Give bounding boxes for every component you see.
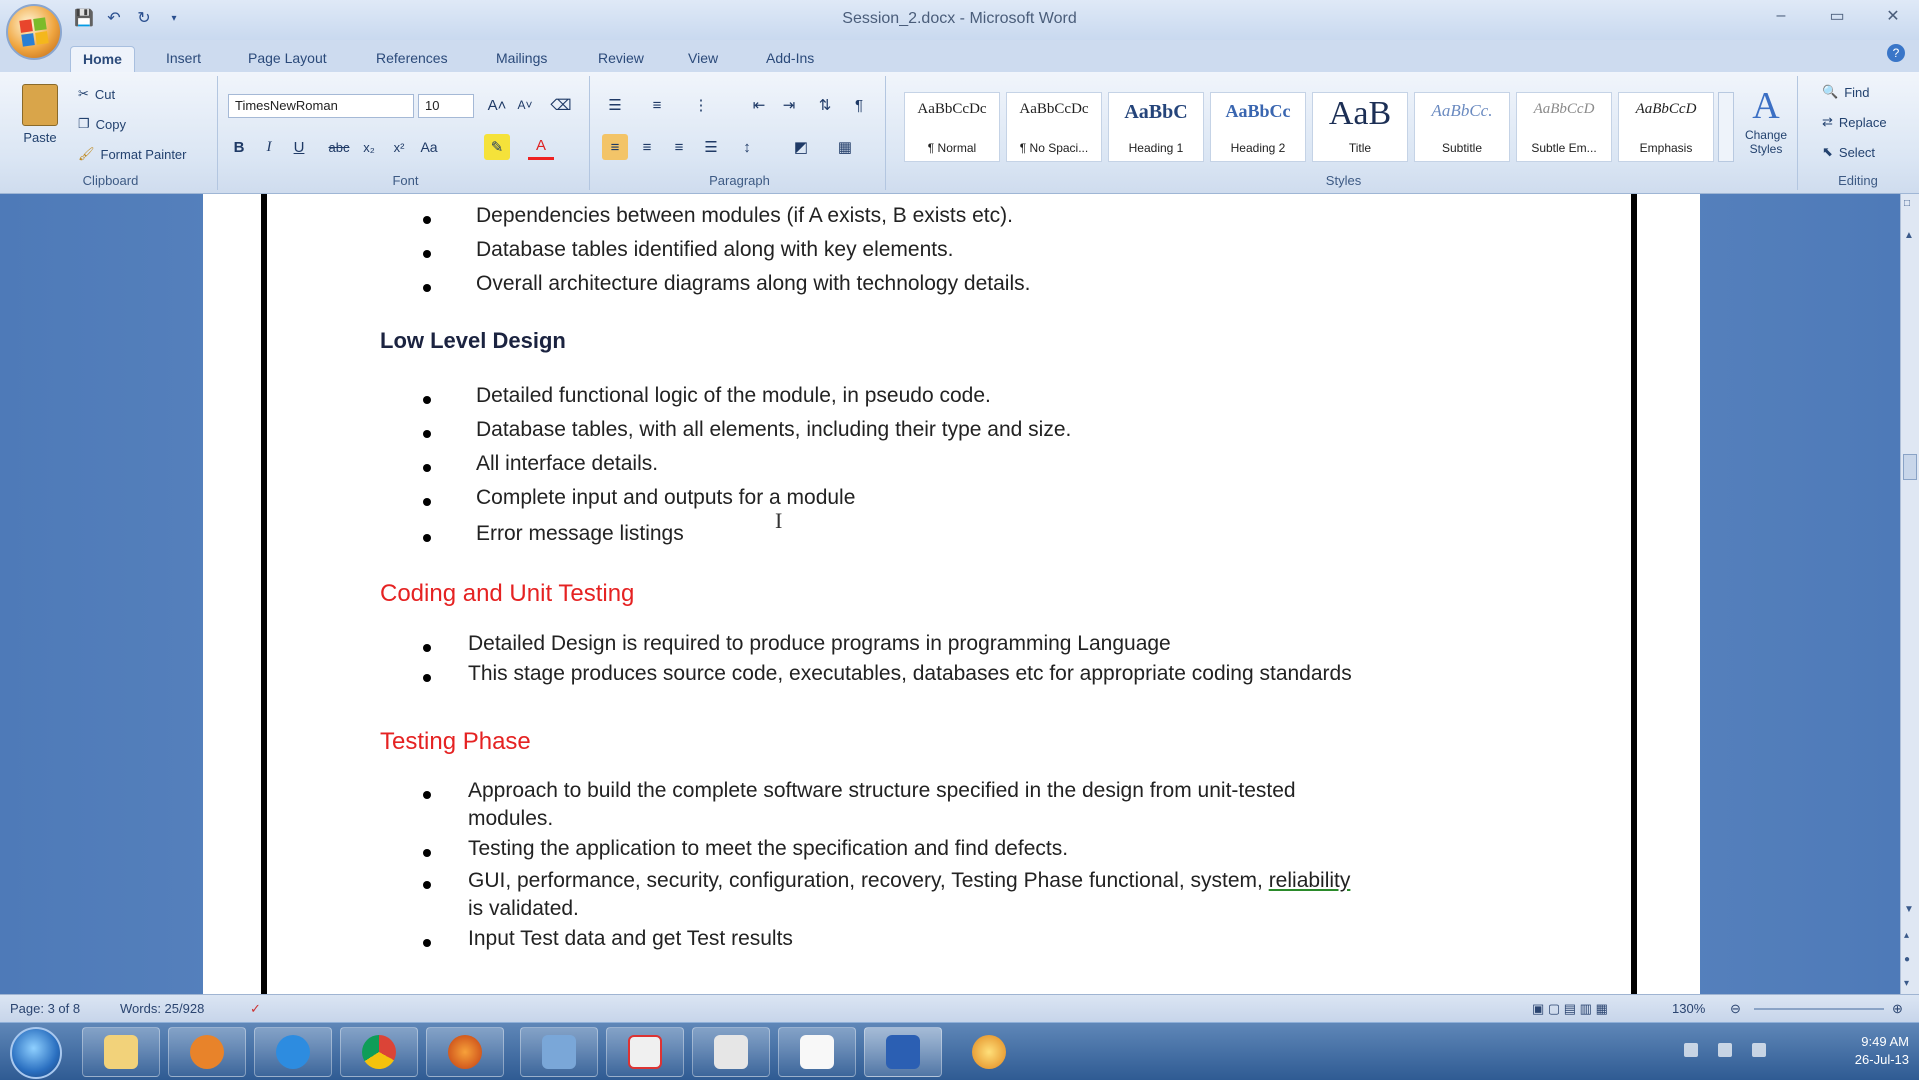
style-subtitle[interactable] [1414, 92, 1510, 162]
bullet [423, 534, 431, 542]
style-emphasis[interactable] [1618, 92, 1714, 162]
align-center-icon[interactable]: ≡ [642, 138, 652, 156]
bullet [423, 849, 431, 857]
pencil-icon [714, 1035, 748, 1069]
change-case-icon[interactable]: Aa [420, 139, 438, 155]
style-sample: AaBbCcD [1635, 101, 1697, 117]
list-item: Detailed functional logic of the module, in pseudo code. [476, 384, 991, 407]
undo-icon[interactable]: ↶ [107, 10, 121, 27]
shading-icon[interactable]: ◩ [793, 139, 809, 156]
style-sample: AaBbCc. [1431, 101, 1493, 120]
editing-group-label: Editing [1838, 173, 1878, 188]
taskbar [0, 1022, 1919, 1080]
select-label: Select [1838, 144, 1876, 160]
heading-coding-unit-testing: Coding and Unit Testing [380, 580, 635, 607]
internet-explorer-icon [276, 1035, 310, 1069]
list-item: Testing the application to meet the specification and find defects. [468, 837, 1069, 860]
taskbar-remote-desktop[interactable] [520, 1027, 598, 1077]
styles-group [890, 76, 1798, 190]
taskbar-app[interactable] [950, 1027, 1028, 1077]
scissors-icon: ✂ [78, 86, 89, 101]
copy-button[interactable] [78, 116, 126, 132]
clipboard-icon [22, 84, 58, 126]
multilevel-list-icon[interactable]: ⋮ [693, 97, 709, 114]
tray-volume-icon[interactable] [1752, 1043, 1766, 1057]
list-item-text: GUI, performance, security, configuration, recovery, Testing Phase functional, system, [468, 869, 1269, 892]
style-heading-1[interactable] [1108, 92, 1204, 162]
style-title[interactable] [1312, 92, 1408, 162]
firefox-icon [448, 1035, 482, 1069]
show-hide-icon[interactable]: ¶ [854, 96, 864, 114]
flower-app-icon [972, 1035, 1006, 1069]
tab-mailings[interactable]: Mailings [496, 50, 548, 66]
list-item [468, 869, 1350, 893]
bullet [423, 498, 431, 506]
style-name: ¶ Normal [927, 141, 977, 155]
document-page[interactable] [203, 194, 1700, 1008]
vertical-scrollbar[interactable] [1900, 194, 1919, 1008]
tab-insert[interactable]: Insert [166, 50, 202, 66]
list-item: Complete input and outputs for a module [476, 486, 856, 509]
redo-icon[interactable]: ↻ [137, 10, 151, 27]
style-name: Heading 2 [1230, 141, 1286, 155]
style-no-spacing[interactable] [1006, 92, 1102, 162]
window-controls [1765, 4, 1909, 28]
cut-label: Cut [94, 86, 116, 102]
align-right-icon[interactable]: ≡ [674, 138, 684, 156]
clear-formatting-icon[interactable]: ⌫ [550, 97, 572, 114]
maximize-button[interactable]: ▭ [1829, 8, 1845, 25]
taskbar-firefox[interactable] [426, 1027, 504, 1077]
page-indicator[interactable]: Page: 3 of 8 [10, 1001, 81, 1016]
highlight-icon[interactable]: ✎ [484, 134, 510, 160]
title-bar [0, 0, 1919, 40]
strikethrough-icon[interactable]: abc [328, 139, 350, 155]
taskbar-word[interactable] [864, 1027, 942, 1077]
ruler-toggle-icon[interactable]: □ [1904, 198, 1911, 209]
grammar-flagged-word[interactable]: reliability [1268, 869, 1351, 892]
style-heading-2[interactable] [1210, 92, 1306, 162]
copy-icon: ❐ [78, 116, 90, 131]
customize-qat-icon[interactable]: ▾ [171, 12, 177, 24]
zoom-level[interactable]: 130% [1672, 1001, 1706, 1016]
taskbar-paint[interactable] [692, 1027, 770, 1077]
office-logo-icon [19, 17, 48, 46]
bullet [423, 250, 431, 258]
select-icon: ⬉ [1822, 144, 1833, 159]
bullet [423, 396, 431, 404]
next-page-icon[interactable]: ▾ [1904, 978, 1910, 989]
view-buttons[interactable]: ▣ ▢ ▤ ▥ ▦ [1532, 1001, 1608, 1016]
style-name: Title [1348, 141, 1372, 155]
sort-icon[interactable]: ⇅ [818, 97, 832, 114]
close-button[interactable]: ✕ [1886, 8, 1900, 25]
paragraph-group-label: Paragraph [709, 173, 770, 188]
select-button[interactable] [1822, 144, 1875, 160]
acrobat-icon [628, 1035, 662, 1069]
bullet [423, 644, 431, 652]
styles-group-label: Styles [1325, 173, 1362, 188]
style-sample: AaBbCcDc [1019, 101, 1089, 117]
bullet [423, 939, 431, 947]
font-color-icon[interactable]: A [528, 134, 554, 160]
bullet [423, 216, 431, 224]
clock-time: 9:49 AM [1861, 1034, 1909, 1049]
font-group [222, 76, 590, 190]
font-name-combo[interactable]: TimesNewRoman [228, 94, 414, 118]
paste-label: Paste [23, 130, 57, 145]
remote-desktop-icon [542, 1035, 576, 1069]
align-left-icon[interactable]: ≡ [602, 134, 628, 160]
tab-view[interactable]: View [688, 50, 719, 66]
list-item: Error message listings [476, 522, 684, 545]
page-border-right [1631, 194, 1637, 1008]
list-item: Overall architecture diagrams along with technology details. [476, 272, 1031, 295]
folder-icon [104, 1035, 138, 1069]
tab-references[interactable]: References [376, 50, 448, 66]
notepad-icon [800, 1035, 834, 1069]
cut-button[interactable] [78, 86, 115, 102]
font-size-combo[interactable]: 10 [418, 94, 474, 118]
style-sample: AaBbCcDc [917, 101, 987, 117]
style-name: Heading 1 [1128, 141, 1184, 155]
tray-flag-icon[interactable] [1718, 1043, 1732, 1057]
find-label: Find [1844, 84, 1870, 100]
text-cursor-icon: I [775, 508, 783, 533]
copy-label: Copy [95, 116, 127, 132]
ribbon-tabs [0, 40, 1919, 72]
list-item-continuation: modules. [468, 807, 554, 830]
taskbar-chrome[interactable] [340, 1027, 418, 1077]
increase-indent-icon[interactable]: ⇥ [782, 97, 796, 114]
word-icon [886, 1035, 920, 1069]
paste-button[interactable] [18, 84, 62, 154]
list-item: Database tables, with all elements, including their type and size. [476, 418, 1072, 441]
underline-icon[interactable]: U [293, 138, 305, 156]
clipboard-group-label: Clipboard [82, 173, 139, 188]
tab-home[interactable]: Home [70, 46, 135, 72]
zoom-slider[interactable] [1754, 1008, 1884, 1010]
style-name: Subtle Em... [1531, 141, 1597, 155]
replace-icon: ⇄ [1822, 114, 1833, 129]
bold-icon[interactable]: B [233, 138, 245, 156]
superscript-icon[interactable]: x² [393, 139, 405, 155]
style-name: Emphasis [1639, 141, 1693, 155]
clock-date: 26-Jul-13 [1854, 1052, 1909, 1067]
system-clock[interactable] [1855, 1033, 1909, 1069]
zoom-in-icon[interactable]: ⊕ [1892, 1001, 1903, 1016]
font-group-label: Font [392, 173, 419, 188]
window-title: Session_2.docx - Microsoft Word [842, 10, 1077, 27]
style-normal[interactable] [904, 92, 1000, 162]
save-icon[interactable]: 💾 [74, 10, 94, 27]
help-icon[interactable]: ? [1887, 44, 1905, 62]
list-item: Dependencies between modules (if A exists, B exists etc). [476, 204, 1013, 227]
bullet [423, 284, 431, 292]
replace-button[interactable] [1822, 114, 1887, 130]
replace-label: Replace [1838, 114, 1887, 130]
list-item: Detailed Design is required to produce programs in programming Language [468, 632, 1171, 655]
style-sample: AaB [1328, 95, 1392, 132]
office-button[interactable] [6, 4, 62, 60]
heading-low-level-design: Low Level Design [380, 328, 566, 353]
word-count[interactable]: Words: 25/928 [120, 1001, 205, 1016]
format-painter-button[interactable] [78, 146, 187, 162]
styles-scroll[interactable] [1718, 92, 1734, 162]
borders-icon[interactable]: ▦ [837, 139, 853, 156]
list-item: All interface details. [476, 452, 659, 475]
bullet [423, 791, 431, 799]
bullet [423, 464, 431, 472]
tab-page-layout[interactable]: Page Layout [248, 50, 327, 66]
status-bar [0, 994, 1919, 1022]
change-styles-button[interactable] [1738, 84, 1794, 174]
subscript-icon[interactable]: x₂ [363, 139, 375, 155]
page-border-left [261, 194, 267, 1008]
document-area [0, 194, 1900, 1008]
scroll-down-icon[interactable]: ▼ [1904, 904, 1914, 915]
browse-object-icon[interactable]: ● [1904, 954, 1911, 965]
taskbar-internet-explorer[interactable] [254, 1027, 332, 1077]
heading-testing-phase: Testing Phase [380, 728, 531, 755]
list-item-continuation: is validated. [468, 897, 579, 920]
bullets-icon[interactable]: ☰ [608, 97, 622, 114]
line-spacing-icon[interactable]: ↕ [743, 138, 751, 156]
clipboard-group [4, 76, 218, 190]
media-player-icon [190, 1035, 224, 1069]
start-button[interactable] [10, 1027, 62, 1079]
chrome-icon [362, 1035, 396, 1069]
list-item: Database tables identified along with key elements. [476, 238, 954, 261]
proofing-icon[interactable]: ✓ [250, 1001, 261, 1016]
style-sample: AaBbCcD [1533, 101, 1595, 117]
tab-review[interactable]: Review [598, 50, 644, 66]
taskbar-explorer[interactable] [82, 1027, 160, 1077]
editing-group [1802, 76, 1914, 190]
paintbrush-icon: 🖌 [78, 146, 95, 161]
list-item: Input Test data and get Test results [468, 927, 793, 950]
decrease-indent-icon[interactable]: ⇤ [752, 97, 766, 114]
style-sample: AaBbC [1124, 101, 1188, 123]
change-styles-icon: A [1752, 85, 1780, 127]
justify-icon[interactable]: ☰ [704, 139, 718, 156]
taskbar-media-player[interactable] [168, 1027, 246, 1077]
style-name: ¶ No Spaci... [1019, 141, 1089, 155]
style-name: Subtitle [1441, 141, 1483, 155]
style-sample: AaBbCc [1225, 101, 1291, 121]
find-button[interactable] [1822, 84, 1869, 100]
taskbar-notepad[interactable] [778, 1027, 856, 1077]
scroll-thumb[interactable] [1903, 454, 1917, 480]
binoculars-icon: 🔍 [1822, 84, 1839, 99]
style-subtle-emphasis[interactable] [1516, 92, 1612, 162]
list-item: Approach to build the complete software structure specified in the design from unit-tested [468, 779, 1296, 802]
previous-page-icon[interactable]: ▴ [1904, 930, 1910, 941]
paragraph-group [594, 76, 886, 190]
zoom-out-icon[interactable]: ⊖ [1730, 1001, 1741, 1016]
grow-font-icon[interactable]: A˄ [487, 96, 507, 114]
scroll-up-icon[interactable]: ▲ [1904, 230, 1914, 241]
change-styles-label: Change Styles [1744, 128, 1788, 156]
bullet [423, 430, 431, 438]
shrink-font-icon[interactable]: A˅ [517, 98, 533, 112]
tray-network-icon[interactable] [1684, 1043, 1698, 1057]
bullet [423, 881, 431, 889]
format-painter-label: Format Painter [100, 146, 187, 162]
list-item: This stage produces source code, executables, databases etc for appropriate coding standards [468, 662, 1352, 685]
minimize-button[interactable]: – [1776, 7, 1786, 24]
italic-icon[interactable]: I [266, 138, 272, 155]
taskbar-acrobat[interactable] [606, 1027, 684, 1077]
ribbon [0, 72, 1919, 194]
bullet [423, 674, 431, 682]
tab-add-ins[interactable]: Add-Ins [766, 50, 815, 66]
numbering-icon[interactable]: ≡ [652, 96, 662, 114]
